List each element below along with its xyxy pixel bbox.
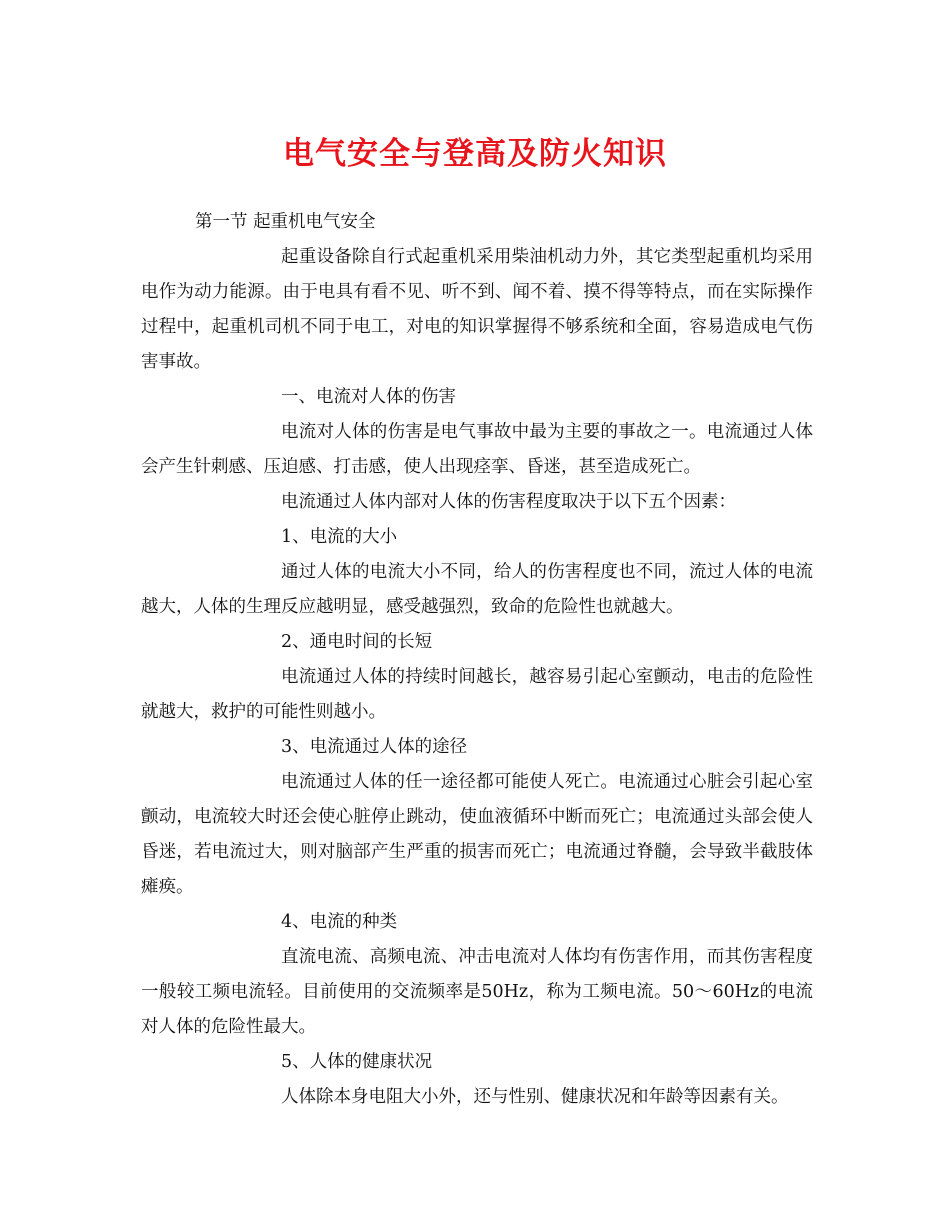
body-paragraph: 通过人体的电流大小不同，给人的伤害程度也不同，流过人体的电流越大，人体的生理反应越明显，感受越强烈，致命的危险性也就越大。	[141, 562, 813, 617]
section-heading: 第一节 起重机电气安全	[195, 212, 376, 232]
list-item-heading: 3、电流通过人体的途径	[281, 737, 468, 757]
list-item-heading: 5、人体的健康状况	[281, 1052, 433, 1072]
body-paragraph: 直流电流、高频电流、冲击电流对人体均有伤害作用，而其伤害程度一般较工频电流轻。目前使用的交流频率是50Hz，称为工频电流。50～60Hz的电流对人体的危险性最大。	[141, 947, 813, 1037]
body-paragraph: 人体除本身电阻大小外，还与性别、健康状况和年龄等因素有关。	[281, 1087, 789, 1107]
body-paragraph: 电流通过人体的持续时间越长，越容易引起心室颤动，电击的危险性就越大，救护的可能性则越小。	[141, 667, 813, 722]
body-paragraph: 电流通过人体的任一途径都可能使人死亡。电流通过心脏会引起心室颤动，电流较大时还会使心脏停止跳动，使血液循环中断而死亡；电流通过头部会使人昏迷，若电流过大，则对脑部产生严重的损害而死亡；电流通过脊髓，会导致半截肢体瘫痪。	[141, 772, 813, 897]
subsection-heading: 一、电流对人体的伤害	[281, 387, 456, 407]
document-body	[141, 205, 813, 1115]
list-item-heading: 1、电流的大小	[281, 527, 398, 547]
document-title: 电气安全与登高及防火知识	[283, 136, 667, 172]
list-item-heading: 4、电流的种类	[281, 912, 398, 932]
body-paragraph: 电流通过人体内部对人体的伤害程度取决于以下五个因素：	[281, 492, 736, 512]
list-item-heading: 2、通电时间的长短	[281, 632, 433, 652]
body-paragraph: 电流对人体的伤害是电气事故中最为主要的事故之一。电流通过人体会产生针刺感、压迫感、打击感，使人出现痉挛、昏迷，甚至造成死亡。	[141, 422, 813, 477]
body-paragraph: 起重设备除自行式起重机采用柴油机动力外，其它类型起重机均采用电作为动力能源。由于电具有看不见、听不到、闻不着、摸不得等特点，而在实际操作过程中，起重机司机不同于电工，对电的知识掌握得不够系统和全面，容易造成电气伤害事故。	[141, 247, 813, 372]
